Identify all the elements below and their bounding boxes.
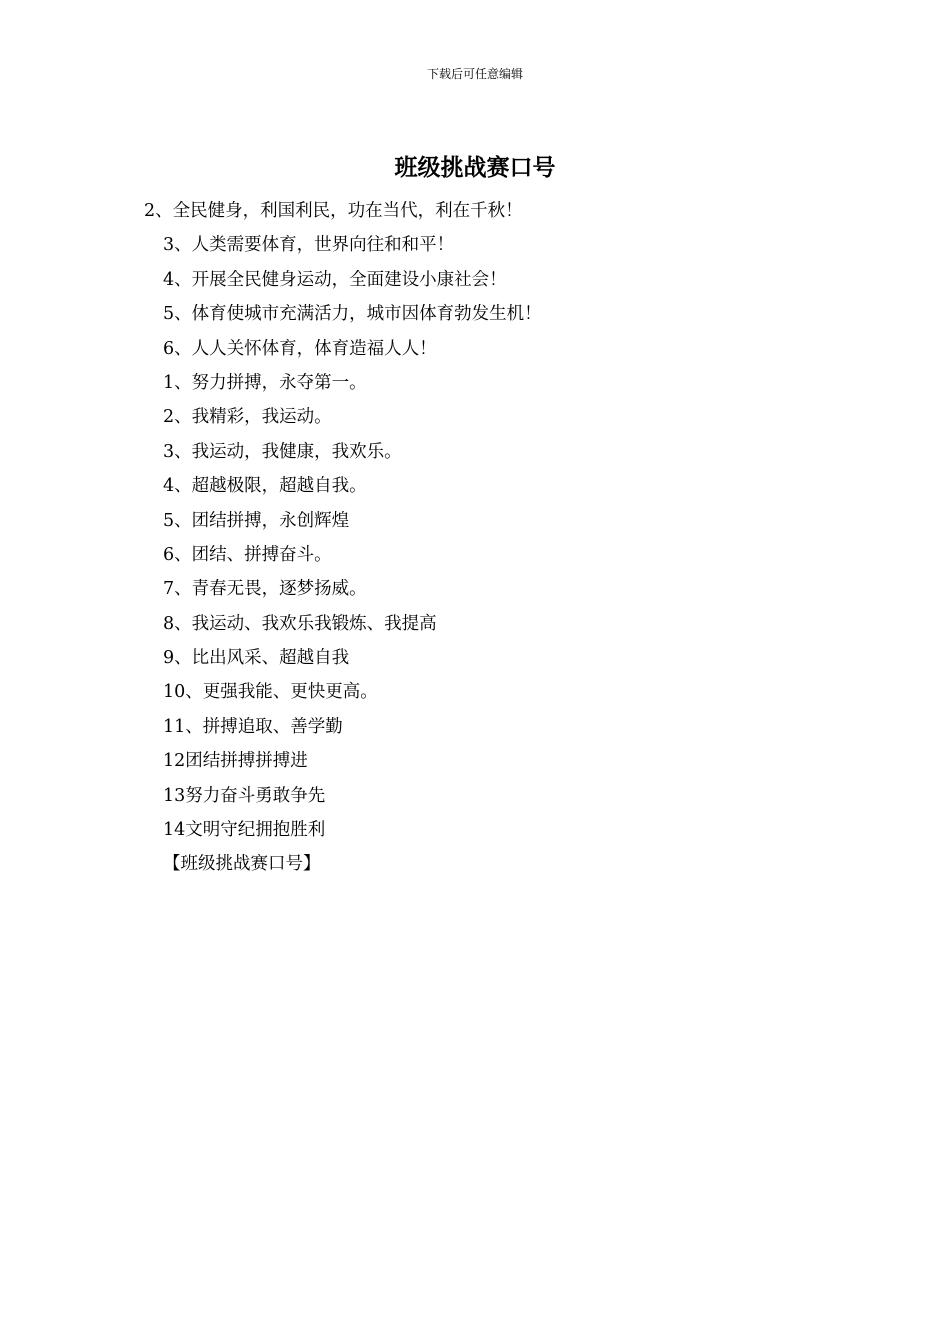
slogan-line: 9、比出风采、超越自我 <box>163 648 350 669</box>
slogan-line: 14文明守纪拥抱胜利 <box>163 820 326 841</box>
slogan-line: 2、我精彩，我运动。 <box>163 407 332 428</box>
slogan-line: 6、团结、拼搏奋斗。 <box>163 544 332 565</box>
slogan-line: 3、我运动，我健康，我欢乐。 <box>163 441 402 462</box>
slogan-line: 3、人类需要体育，世界向往和和平！ <box>163 235 455 256</box>
document-title: 班级挑战赛口号 <box>394 155 556 181</box>
slogan-list <box>0 199 950 887</box>
header-note: 下载后可任意编辑 <box>426 67 523 81</box>
slogan-line: 2、全民健身，利国利民，功在当代，利在千秋！ <box>144 201 523 221</box>
slogan-line: 4、超越极限，超越自我。 <box>163 476 367 497</box>
slogan-line: 6、人人关怀体育，体育造福人人！ <box>163 338 437 359</box>
slogan-line: 8、我运动、我欢乐我锻炼、我提高 <box>163 613 437 634</box>
slogan-line: 7、青春无畏，逐梦扬威。 <box>163 579 367 600</box>
slogan-line: 【班级挑战赛口号】 <box>163 854 321 875</box>
slogan-line: 1、努力拼搏，永夺第一。 <box>163 372 367 393</box>
slogan-line: 12团结拼搏拼搏进 <box>163 751 308 772</box>
slogan-line: 11、拼搏追取、善学勤 <box>163 716 343 737</box>
slogan-line: 5、团结拼搏，永创辉煌 <box>163 510 350 531</box>
slogan-line: 5、体育使城市充满活力，城市因体育勃发生机！ <box>163 304 542 325</box>
slogan-line: 13努力奋斗勇敢争先 <box>163 785 326 806</box>
slogan-line: 10、更强我能、更快更高。 <box>163 682 378 703</box>
slogan-line: 4、开展全民健身运动，全面建设小康社会！ <box>163 269 507 290</box>
